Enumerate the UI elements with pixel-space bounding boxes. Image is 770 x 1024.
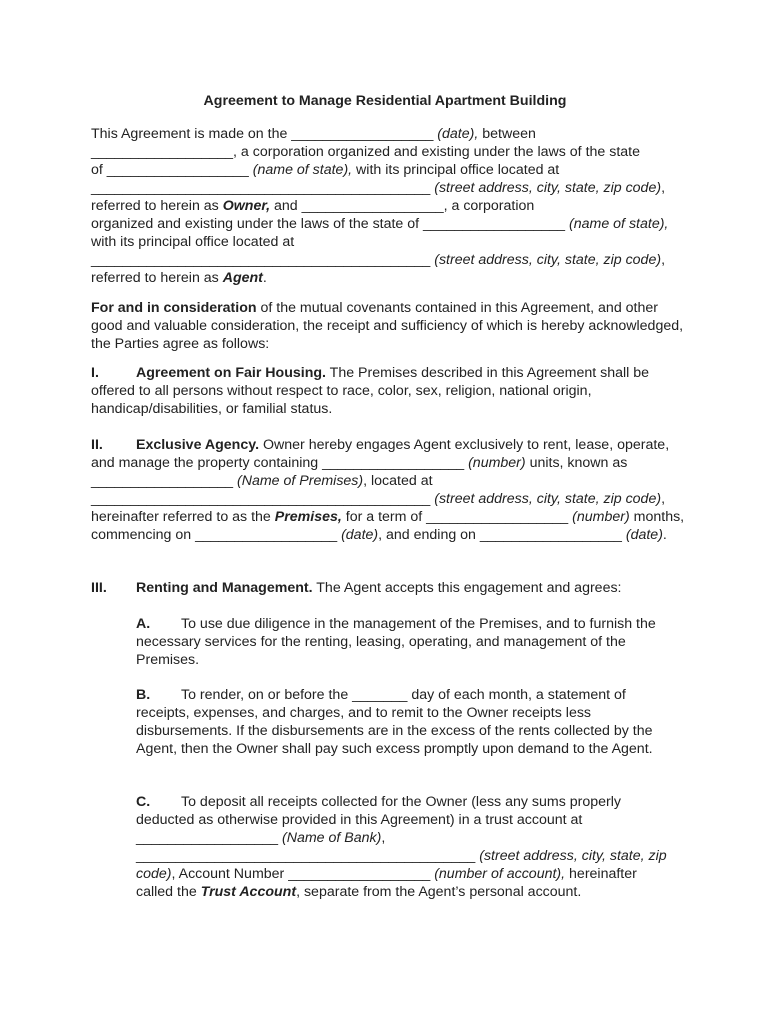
subsection-a: A. To use due diligence in the management of the Premises, and to furnish the necessary services for the renting, leasing, operating, and management of the Premises. — [136, 616, 656, 668]
subsection-b: B. To render, on or before the _______ day of each month, a statement of receipts, expenses, and charges, and to remit to the Owner receipts less disbursements. If the disbursements are in the excess of the rents collected by the Agent, then the Owner shall pay such excess promptly upon demand to the Agent. — [136, 687, 653, 757]
consideration-paragraph: For and in consideration of the mutual covenants contained in this Agreement, and other good and valuable consideration, the receipt and sufficiency of which is hereby acknowledged, the Parties agree as follows: — [91, 300, 684, 352]
section-heading: Renting and Management. — [136, 580, 313, 596]
section-heading: Exclusive Agency. — [136, 437, 260, 453]
section-renting-management: III. Renting and Management. The Agent accepts this engagement and agrees: — [91, 580, 622, 596]
subsection-c: C. To deposit all receipts collected for the Owner (less any sums properly deducted as otherwise provided in this Agreement) in a trust account at __________________ (Name of Bank), ___________________________________________ (street address, city, state, zip code), Account Number __________________ (number of account), hereinafter called the Trust Account, separate from the Agent’s personal account. — [136, 794, 667, 900]
section-heading: Agreement on Fair Housing. — [136, 365, 326, 381]
subsection-letter: A. — [136, 616, 151, 632]
premises-term: Premises, — [274, 509, 342, 525]
section-number: III. — [91, 580, 107, 596]
section-fair-housing: I. Agreement on Fair Housing. The Premises described in this Agreement shall be offered to all persons without respect to race, color, sex, religion, national origin, handicap/disabilities, or familial status. — [91, 365, 650, 417]
section-exclusive-agency: II. Exclusive Agency. Owner hereby engages Agent exclusively to rent, lease, operate, and manage the property containing __________________ (number) units, known as __________________ (Name of Premises), located at ___________________________________________ (street address, city, state, zip code), hereinafter referred to as the Premises, for a term of __________________ (number) months, commencing on __________________ (date), and ending on __________________ (date). — [91, 437, 685, 543]
document-title: Agreement to Manage Residential Apartment Building — [203, 93, 567, 109]
intro-paragraph: This Agreement is made on the __________________ (date), between __________________, a corporation organized and existing under the laws of the state of __________________ (name of state), with its principal office located at ___________________________________________ (street address, city, state, zip code), referred to herein as Owner, and __________________, a corporation organized and existing under the laws of the state of __________________ (name of state), with its principal office located at ___________________________________________ (street address, city, state, zip code), referred to herein as Agent. — [91, 126, 669, 286]
section-number: I. — [91, 365, 99, 381]
subsection-letter: B. — [136, 687, 151, 703]
section-number: II. — [91, 437, 103, 453]
trust-account-term: Trust Account — [200, 884, 297, 900]
subsection-letter: C. — [136, 794, 151, 810]
agent-term: Agent — [222, 270, 263, 286]
owner-term: Owner, — [222, 198, 271, 214]
